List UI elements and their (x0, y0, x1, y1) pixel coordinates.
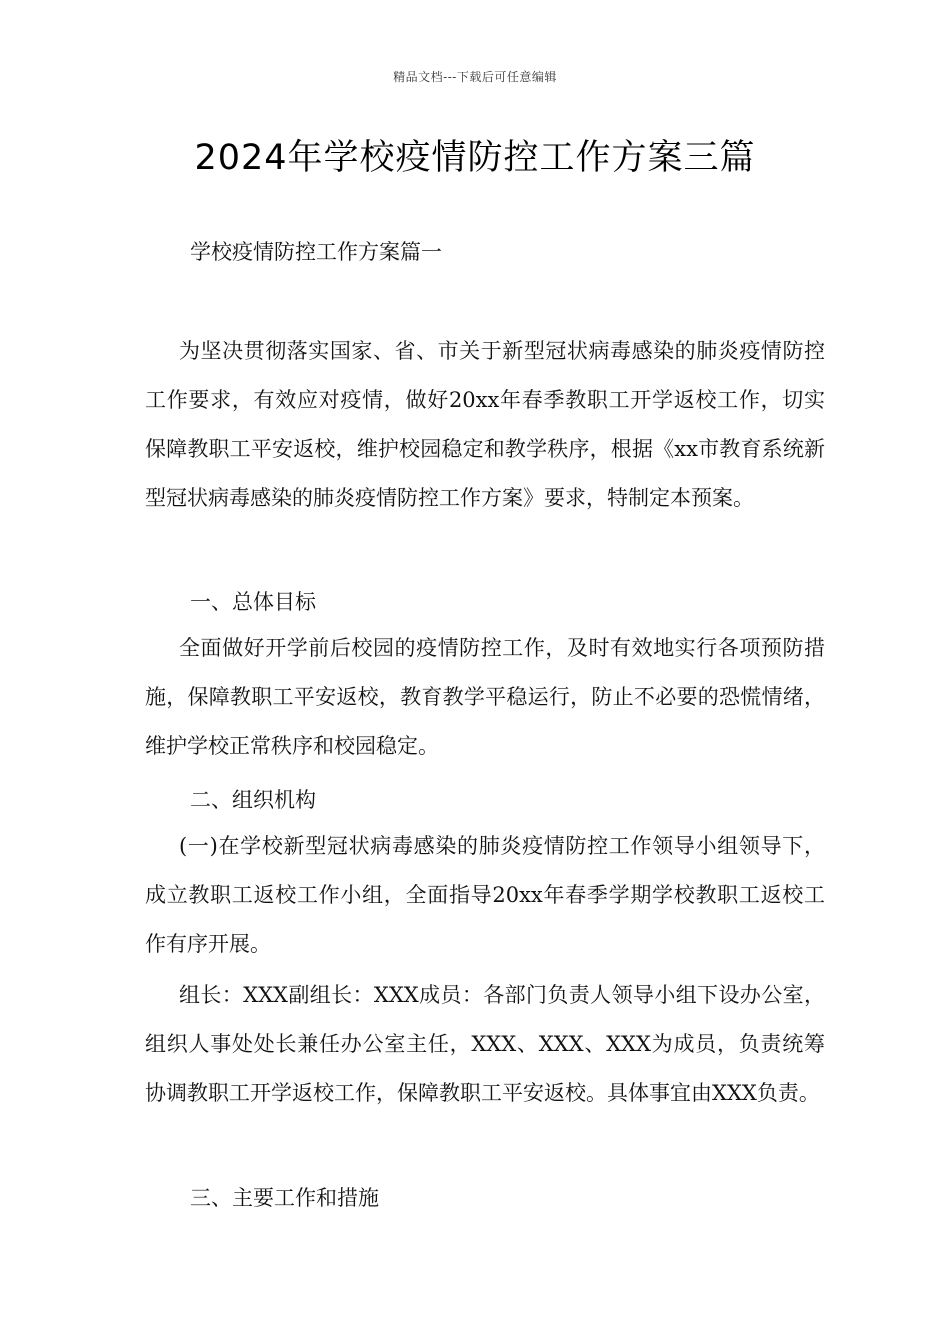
section-title: 学校疫情防控工作方案篇一 (190, 240, 442, 264)
team-members-paragraph: 组长：XXX副组长：XXX成员：各部门负责人领导小组下设办公室，组织人事处处长兼任办公室主任，XXX、XXX、XXX为成员，负责统筹协调教职工开学返校工作，保障教职工平安返校。具体事宜由XXX负责。 (145, 983, 825, 1105)
header-note: 精品文档---下载后可任意编辑 (393, 70, 557, 84)
heading-overall-goal: 一、总体目标 (190, 590, 316, 614)
heading-organization: 二、组织机构 (190, 788, 316, 812)
goal-paragraph: 全面做好开学前后校园的疫情防控工作，及时有效地实行各项预防措施，保障教职工平安返校，教育教学平稳运行，防止不必要的恐慌情绪，维护学校正常秩序和校园稳定。 (145, 636, 825, 758)
intro-paragraph: 为坚决贯彻落实国家、省、市关于新型冠状病毒感染的肺炎疫情防控工作要求，有效应对疫情，做好20xx年春季教职工开学返校工作，切实保障教职工平安返校，维护校园稳定和教学秩序，根据《xx市教育系统新型冠状病毒感染的肺炎疫情防控工作方案》要求，特制定本预案。 (145, 339, 825, 510)
heading-main-measures: 三、主要工作和措施 (190, 1186, 379, 1210)
document-title: 2024年学校疫情防控工作方案三篇 (194, 138, 756, 178)
organization-paragraph: (一)在学校新型冠状病毒感染的肺炎疫情防控工作领导小组领导下，成立教职工返校工作小组，全面指导20xx年春季学期学校教职工返校工作有序开展。 (145, 834, 825, 956)
